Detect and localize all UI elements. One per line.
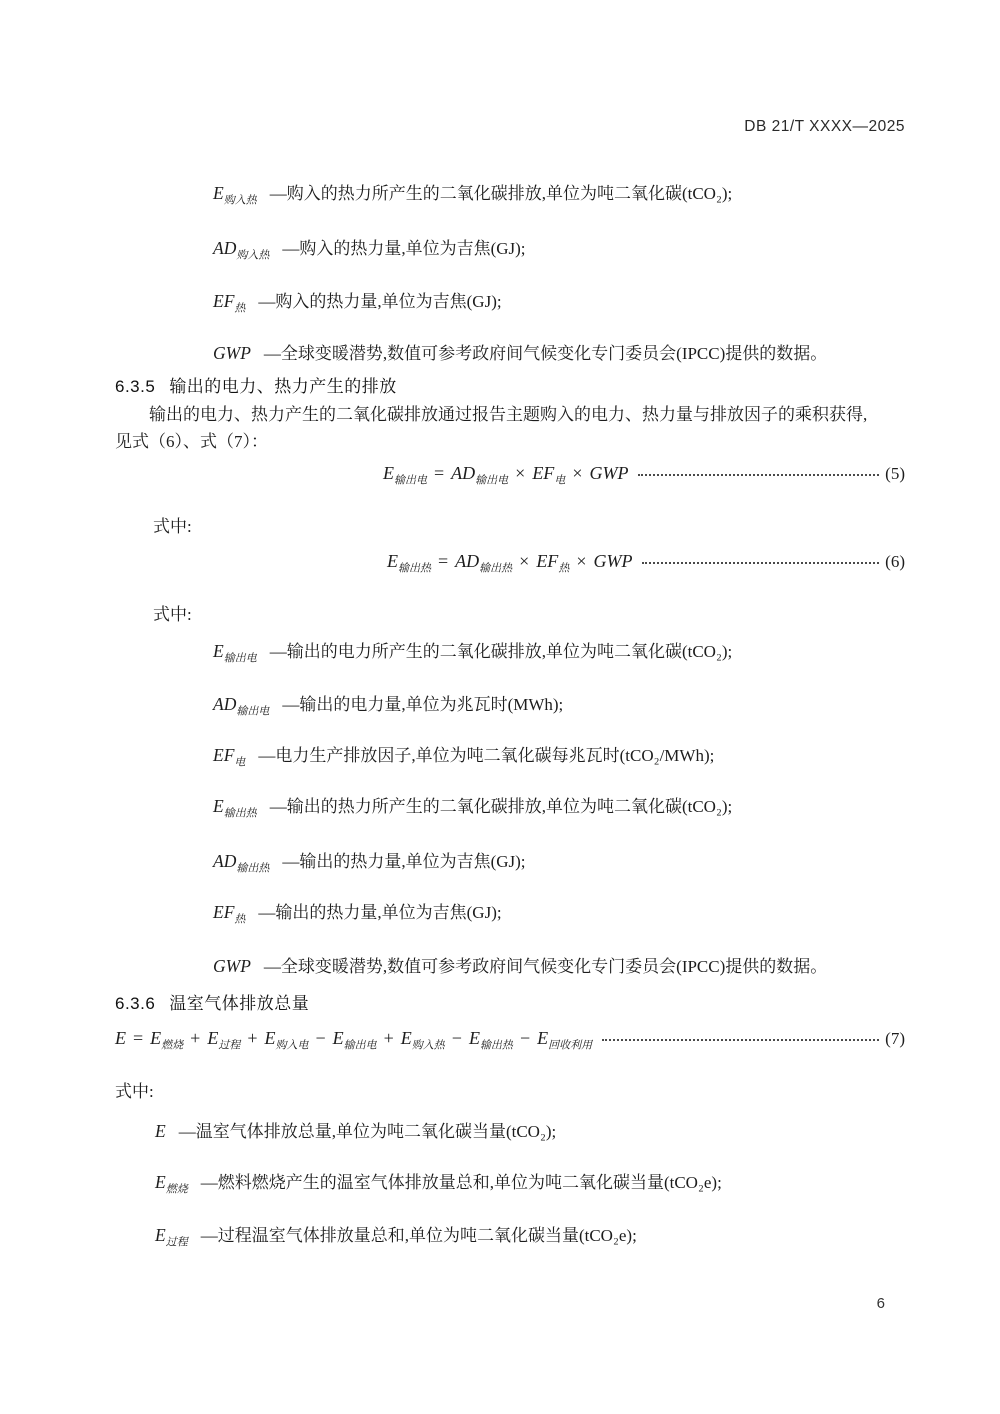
definition-item — [115, 742, 905, 769]
definition-item — [115, 340, 905, 367]
dotted-leader — [602, 1028, 879, 1041]
formula-7 — [115, 1028, 905, 1052]
formula-5-expression: $E_{输出电} = AD_{输出电} \times EF_电$ × GWP — [383, 463, 629, 487]
term-symbol: $EF_热$ — [213, 291, 246, 315]
document-header-code: DB 21/T XXXX—2025 — [744, 118, 905, 135]
term-symbol: $E_{燃烧}$ — [155, 1172, 188, 1196]
term-symbol: E — [155, 1121, 166, 1141]
definition-item — [115, 638, 905, 665]
formula-6-expression: $E_{输出热} = AD_{输出热} \times EF_热$ × GWP — [387, 551, 633, 575]
term-definition: —输出的热力所产生的二氧化碳排放,单位为吨二氧化碳(tCO₂); — [269, 797, 733, 816]
term-definition: —输出的电力量,单位为兆瓦时(MWh); — [282, 695, 564, 714]
term-definition: —购入的热力量,单位为吉焦(GJ); — [258, 292, 502, 311]
equation-number-5: (5) — [885, 463, 905, 483]
definition-item — [115, 899, 905, 926]
term-symbol: $EF_电$ — [213, 745, 246, 769]
section-number: 6.3.6 — [115, 994, 156, 1013]
term-definition: —输出的电力所产生的二氧化碳排放,单位为吨二氧化碳(tCO₂); — [269, 642, 733, 661]
term-definition: —输出的热力量,单位为吉焦(GJ); — [258, 903, 502, 922]
term-symbol: $E_{输出电}$ — [213, 641, 257, 665]
term-symbol: $EF_热$ — [213, 902, 246, 926]
dotted-leader — [638, 463, 879, 476]
term-definition: —过程温室气体排放量总和,单位为吨二氧化碳当量(tCO₂e); — [200, 1226, 637, 1245]
term-definition: —购入的热力量,单位为吉焦(GJ); — [282, 239, 526, 258]
formula-5 — [115, 463, 905, 487]
term-definition: —购入的热力所产生的二氧化碳排放,单位为吨二氧化碳(tCO₂); — [269, 184, 733, 203]
definition-item — [115, 1169, 905, 1196]
term-symbol: $AD_{购入热}$ — [213, 238, 270, 262]
term-symbol: $E_{输出热}$ — [213, 796, 257, 820]
definition-item — [115, 1222, 905, 1249]
where-label: 式中: — [115, 1082, 154, 1101]
definition-item — [115, 1118, 905, 1145]
term-definition: —全球变暖潜势,数值可参考政府间气候变化专门委员会(IPCC)提供的数据。 — [263, 344, 828, 363]
formula-7-expression: $E = E_{燃烧} + E_{过程} + E_{购入电} - E_{输出电} + E_{购入热} - E_{输出热} - E_{回收利用}$ — [115, 1028, 593, 1052]
section-heading-6-3-6 — [115, 989, 905, 1014]
term-symbol: GWP — [213, 956, 251, 976]
definition-item — [115, 235, 905, 262]
term-symbol: GWP — [213, 343, 251, 363]
section-title: 输出的电力、热力产生的排放 — [169, 377, 397, 396]
definition-item — [115, 691, 905, 718]
paragraph-line-2: 见式（6）、式（7）： — [115, 432, 268, 451]
term-symbol: $AD_{输出电}$ — [213, 694, 270, 718]
equation-number-7: (7) — [885, 1028, 905, 1048]
section-heading-6-3-5 — [115, 372, 905, 397]
definition-item — [115, 288, 905, 315]
term-symbol: $AD_{输出热}$ — [213, 851, 270, 875]
term-symbol: $E_{购入热}$ — [213, 183, 257, 207]
section-title: 温室气体排放总量 — [169, 994, 310, 1013]
term-definition: —全球变暖潜势,数值可参考政府间气候变化专门委员会(IPCC)提供的数据。 — [263, 957, 828, 976]
page-number: 6 — [876, 1295, 885, 1312]
definition-item — [115, 180, 905, 207]
term-definition: —电力生产排放因子,单位为吨二氧化碳每兆瓦时(tCO₂/MWh); — [258, 746, 715, 765]
where-label: 式中: — [153, 605, 192, 624]
equation-number-6: (6) — [885, 551, 905, 571]
definition-item — [115, 953, 905, 980]
term-definition: —燃料燃烧产生的温室气体排放量总和,单位为吨二氧化碳当量(tCO₂e); — [200, 1173, 722, 1192]
dotted-leader — [642, 551, 879, 564]
section-paragraph — [115, 401, 905, 455]
where-label: 式中: — [153, 517, 192, 536]
term-definition: —温室气体排放总量,单位为吨二氧化碳当量(tCO₂); — [178, 1122, 557, 1141]
section-number: 6.3.5 — [115, 377, 156, 396]
term-definition: —输出的热力量,单位为吉焦(GJ); — [282, 852, 526, 871]
definition-item — [115, 793, 905, 820]
formula-6 — [115, 551, 905, 575]
paragraph-line-1: 输出的电力、热力产生的二氧化碳排放通过报告主题购入的电力、热力量与排放因子的乘积获得, — [149, 405, 868, 424]
definition-item — [115, 848, 905, 875]
term-symbol: $E_{过程}$ — [155, 1225, 188, 1249]
